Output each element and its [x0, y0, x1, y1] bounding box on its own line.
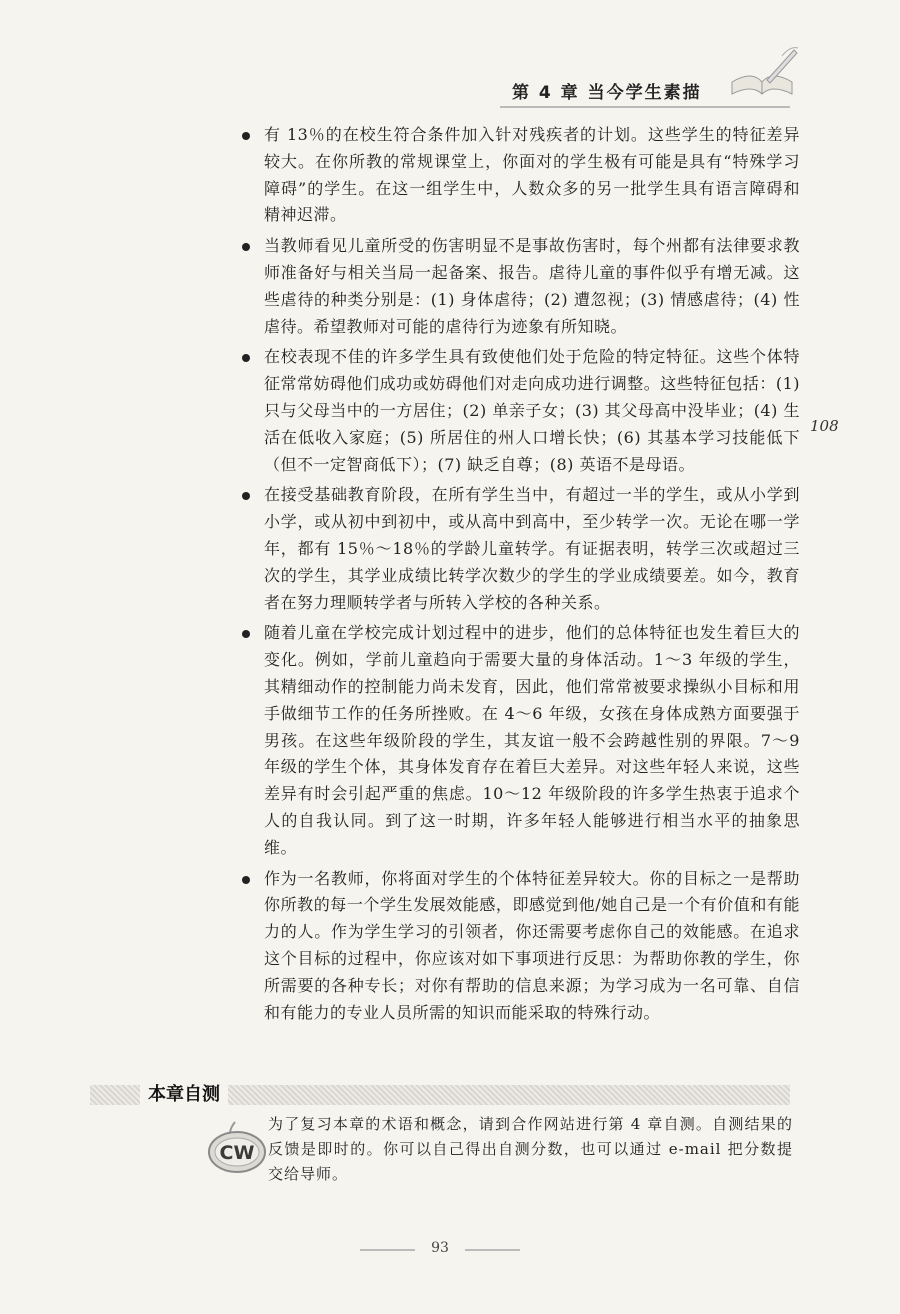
bullet-item [240, 866, 800, 1027]
bullet-text: 在接受基础教育阶段，在所有学生当中，有超过一半的学生，或从小学到小学，或从初中到初中，或从高中到高中，至少转学一次。无论在哪一学年，都有 15％～18％的学龄儿童转学。有证据表明，转学三次或超过三次的学生，其学业成绩比转学次数少的学生的学业成绩要差。如今，教育者在努力理顺转学者与所转入学校的各种关系。 [264, 485, 800, 612]
bullet-dot-icon [242, 354, 250, 362]
page-number: 93 [431, 1240, 449, 1256]
bullet-item [240, 344, 800, 478]
bullet-text: 随着儿童在学校完成计划过程中的进步，他们的总体特征也发生着巨大的变化。例如，学前儿童趋向于需要大量的身体活动。1～3 年级的学生，其精细动作的控制能力尚未发育，因此，他们常常被要求操纵小目标和用手做细节工作的任务所挫败。在 4～6 年级，女孩在身体成熟方面要强于男孩。在这些年级阶段的学生，其友谊一般不会跨越性别的界限。7～9 年级的学生个体，其身体发育存在着巨大差异。对这些年轻人来说，这些差异有时会引起严重的焦虑。10～12 年级阶段的许多学生热衷于追求个人的自我认同。到了这一时期，许多年轻人能够进行相当水平的抽象思维。 [264, 623, 800, 857]
cw-logo-icon [205, 1118, 269, 1178]
footer-rule-right [465, 1249, 520, 1251]
bullet-list [240, 122, 800, 1030]
bullet-dot-icon [242, 132, 250, 140]
bullet-item [240, 482, 800, 616]
bullet-item [240, 122, 800, 229]
bullet-text: 在校表现不佳的许多学生具有致使他们处于危险的特定特征。这些个体特征常常妨碍他们成功或妨碍他们对走向成功进行调整。这些特征包括：(1) 只与父母当中的一方居住；(2) 单亲子女；(3) 其父母高中没毕业；(4) 生活在低收入家庭；(5) 所居住的州人口增长快；(6) 其基本学习技能低下（但不一定智商低下）；(7) 缺乏自尊；(8) 英语不是母语。 [264, 347, 800, 474]
section-title: 本章自测 [140, 1080, 228, 1106]
page-footer [360, 1240, 520, 1260]
bullet-text: 当教师看见儿童所受的伤害明显不是事故伤害时，每个州都有法律要求教师准备好与相关当局一起备案、报告。虐待儿童的事件似乎有增无减。这些虐待的种类分别是：(1) 身体虐待；(2) 遭忽视；(3) 情感虐待；(4) 性虐待。希望教师对可能的虐待行为迹象有所知晓。 [264, 236, 800, 336]
side-page-number: 108 [810, 417, 839, 435]
bullet-text: 有 13％的在校生符合条件加入针对残疾者的计划。这些学生的特征差异较大。在你所教的常规课堂上，你面对的学生极有可能是具有“特殊学习障碍”的学生。在这一组学生中，人数众多的另一批学生具有语言障碍和精神迟滞。 [264, 125, 800, 225]
self-test-text: 为了复习本章的术语和概念，请到合作网站进行第 4 章自测。自测结果的反馈是即时的。你可以自己得出自测分数，也可以通过 e-mail 把分数提交给导师。 [268, 1115, 793, 1183]
bullet-text: 作为一名教师，你将面对学生的个体特征差异较大。你的目标之一是帮助你所教的每一个学生发展效能感，即感觉到他/她自己是一个有价值和有能力的人。作为学生学习的引领者，你还需要考虑你自己的效能感。在追求这个目标的过程中，你应该对如下事项进行反思：为帮助你教的学生，你所需要的各种专长；对你有帮助的信息来源；为学习成为一名可靠、自信和有能力的专业人员所需的知识而能采取的特殊行动。 [264, 868, 800, 1022]
bullet-item [240, 620, 800, 861]
bullet-item [240, 233, 800, 340]
chapter-title: 第 4 章 当今学生素描 [512, 83, 702, 103]
bullet-dot-icon [242, 492, 250, 500]
bullet-dot-icon [242, 243, 250, 251]
header-rule [500, 106, 790, 108]
cw-logo-text: CW [219, 1142, 255, 1164]
running-header [500, 70, 800, 110]
open-book-icon [722, 42, 802, 102]
bullet-dot-icon [242, 876, 250, 884]
bullet-dot-icon [242, 630, 250, 638]
